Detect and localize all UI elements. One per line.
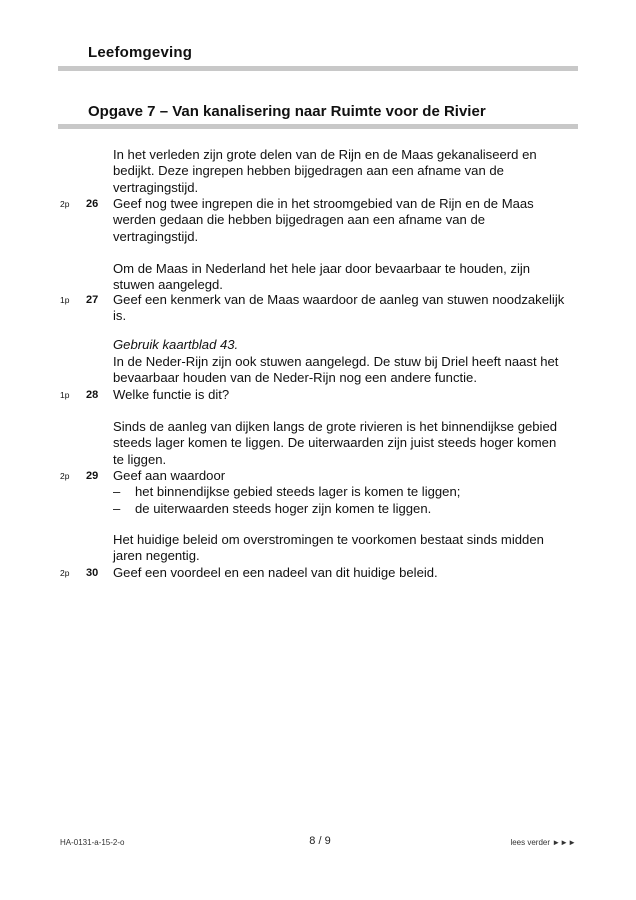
intro-text-1: In het verleden zijn grote delen van de Rijn en de Maas gekanaliseerd en bedijkt. Deze ingrepen hebben bijgedragen aan een afname van de vertragingstijd. xyxy=(113,147,537,195)
opgave-rule xyxy=(58,124,578,129)
source-reference: Gebruik kaartblad 43. xyxy=(113,337,239,352)
question-number: 29 xyxy=(86,470,99,482)
question-points: 2p xyxy=(60,568,70,578)
exam-code: HA-0131-a-15-2-o xyxy=(60,838,125,847)
question-points: 2p xyxy=(60,199,70,209)
question-text: Geef een kenmerk van de Maas waardoor de aanleg van stuwen noodzakelijk is. xyxy=(113,292,565,324)
header-rule xyxy=(58,66,578,71)
question-number: 30 xyxy=(86,567,99,579)
intro-text-4: Sinds de aanleg van dijken langs de grote rivieren is het binnendijkse gebied steeds lager komen te liggen. De uiterwaarden zijn juist steeds hoger komen te liggen. xyxy=(113,419,558,467)
page-number: 8 / 9 xyxy=(309,835,331,847)
intro-text-2: Om de Maas in Nederland het hele jaar door bevaarbaar te houden, zijn stuwen aangelegd. xyxy=(113,261,531,293)
question-points: 1p xyxy=(60,390,70,400)
intro-text-3: In de Neder-Rijn zijn ook stuwen aangelegd. De stuw bij Driel heeft naast het bevaarbaar houden van de Neder-Rijn nog een andere functie. xyxy=(113,354,559,386)
question-text xyxy=(113,468,568,517)
question-points: 1p xyxy=(60,295,70,305)
section-title: Leefomgeving xyxy=(88,44,193,61)
opgave-title: Opgave 7 – Van kanalisering naar Ruimte voor de Rivier xyxy=(88,103,486,120)
bullet-item xyxy=(113,501,568,517)
question-text: Geef nog twee ingrepen die in het stroomgebied van de Rijn en de Maas werden gedaan die hebben bijgedragen aan een afname van de vertragingstijd. xyxy=(113,196,534,244)
dash-marker: – xyxy=(113,484,121,500)
bullet-text: de uiterwaarden steeds hoger zijn komen te liggen. xyxy=(135,500,432,516)
question-number: 27 xyxy=(86,294,99,306)
question-number: 28 xyxy=(86,389,99,401)
question-points: 2p xyxy=(60,471,70,481)
dash-marker: – xyxy=(113,500,121,516)
continue-indicator: lees verder ►►► xyxy=(510,838,576,847)
question-text: Geef een voordeel en een nadeel van dit huidige beleid. xyxy=(113,565,438,580)
question-number: 26 xyxy=(86,198,99,210)
bullet-item xyxy=(113,484,568,500)
question-text: Welke functie is dit? xyxy=(113,387,230,402)
intro-text-5: Het huidige beleid om overstromingen te voorkomen bestaat sinds midden jaren negentig. xyxy=(113,532,544,564)
question-lead: Geef aan waardoor xyxy=(113,468,226,483)
bullet-text: het binnendijkse gebied steeds lager is komen te liggen; xyxy=(135,484,461,500)
